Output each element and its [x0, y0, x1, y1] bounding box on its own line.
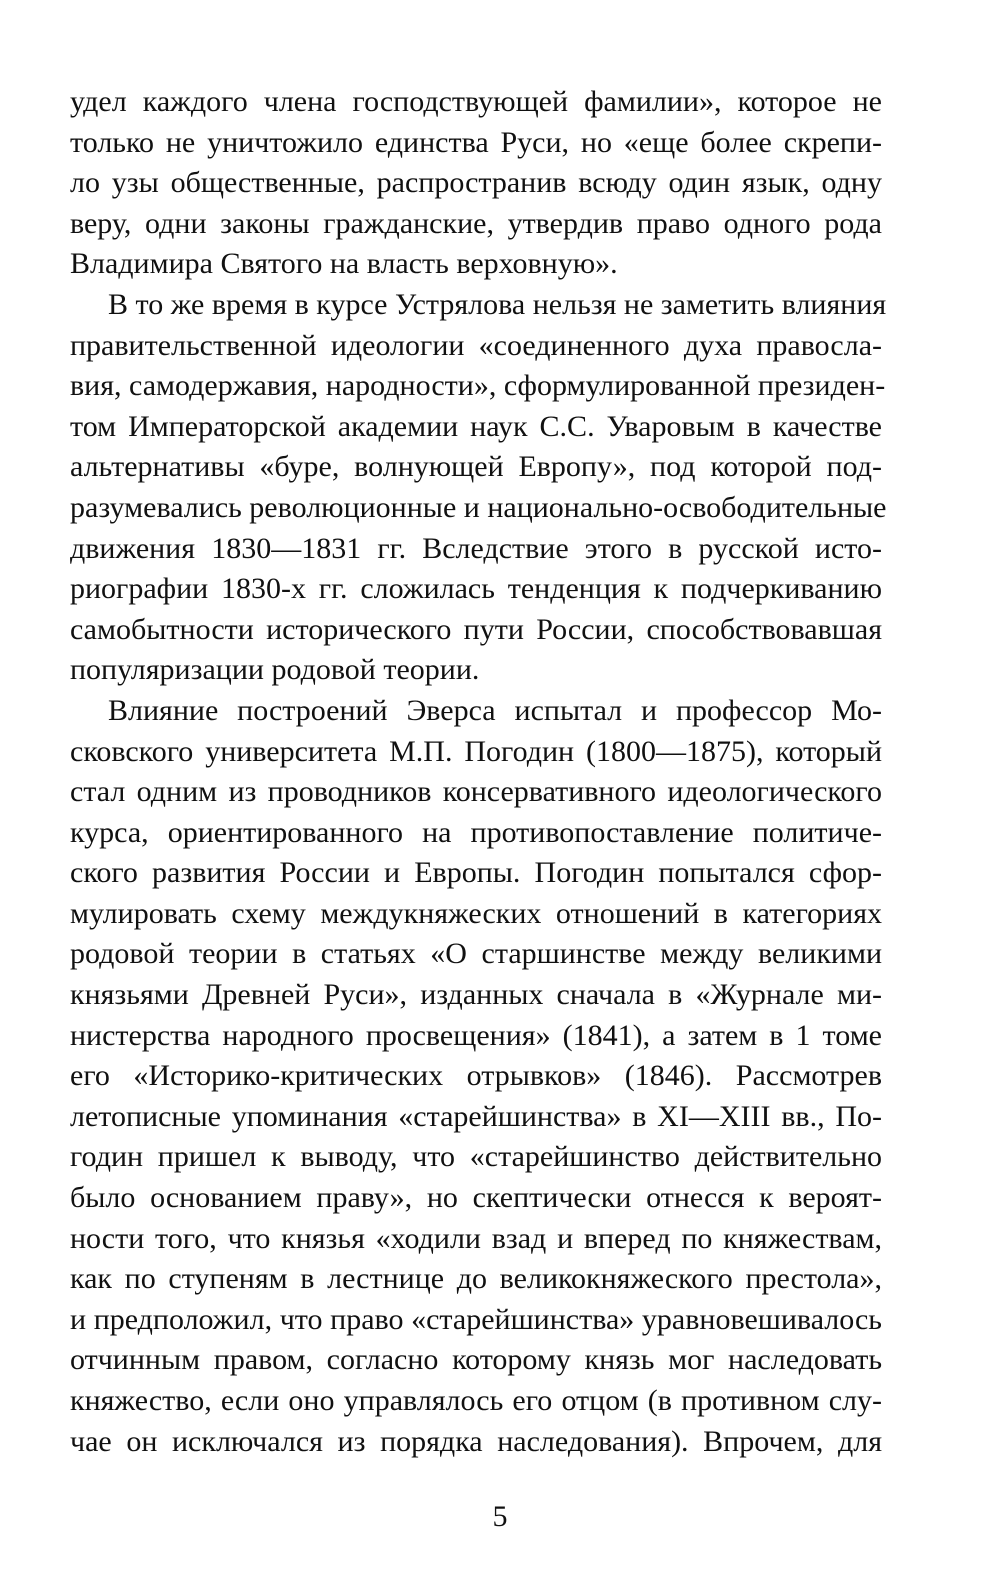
text-line: нистерства народного просвещения» (1841), а затем в 1 томе	[70, 1018, 882, 1052]
text-line: разумевались революционные и национально-освободительные	[70, 490, 887, 524]
text-line: самобытности исторического пути России, способствовавшая	[70, 612, 882, 646]
text-line: его «Историко-критических отрывков» (1846). Рассмотрев	[70, 1059, 882, 1093]
text-line: ло узы общественные, распространив всюду один язык, одну	[70, 166, 882, 200]
text-line: Владимира Святого на власть верховную».	[70, 247, 618, 281]
text-line: как по ступеням в лестнице до великокняжеского престола»,	[70, 1262, 882, 1296]
text-line: родовой теории в статьях «О старшинстве между великими	[70, 937, 882, 971]
text-line: том Императорской академии наук С.С. Уваровым в качестве	[70, 409, 882, 443]
text-line: альтернативы «буре, волнующей Европу», под которой под-	[70, 450, 882, 484]
text-line: правительственной идеологии «соединенного духа правосла-	[70, 328, 882, 362]
text-line: только не уничтожило единства Руси, но «еще более скрепи-	[70, 125, 882, 159]
text-line: летописные упоминания «старейшинства» в XI—XIII вв., По-	[70, 1099, 882, 1133]
text-line: движения 1830—1831 гг. Вследствие этого в русской исто-	[70, 531, 882, 565]
text-line: стал одним из проводников консервативного идеологического	[70, 775, 882, 809]
text-line: и предположил, что право «старейшинства» уравновешивалось	[70, 1302, 882, 1336]
text-line: ского развития России и Европы. Погодин попытался сфор-	[70, 856, 882, 890]
text-line: Влияние построений Эверса испытал и профессор Мо-	[108, 693, 882, 727]
page-number: 5	[492, 1500, 508, 1533]
body-text	[70, 82, 887, 1462]
text-line: годин пришел к выводу, что «старейшинство действительно	[70, 1140, 882, 1174]
text-line: удел каждого члена господствующей фамилии», которое не	[70, 85, 882, 118]
text-line: В то же время в курсе Устрялова нельзя не заметить влияния	[108, 287, 887, 321]
text-line: князьями Древней Руси», изданных сначала в «Журнале ми-	[70, 978, 882, 1012]
text-line: было основанием праву», но скептически отнесся к вероят-	[70, 1181, 882, 1215]
text-line: курса, ориентированного на противопоставление политиче-	[70, 815, 882, 849]
text-line: сковского университета М.П. Погодин (1800—1875), который	[70, 734, 882, 768]
text-line: отчинным правом, согласно которому князь мог наследовать	[70, 1343, 882, 1377]
paragraph-3	[70, 691, 882, 1462]
text-line: ности того, что князья «ходили взад и вперед по княжествам,	[70, 1221, 882, 1255]
text-line: вия, самодержавия, народности», сформулированной президен-	[70, 369, 886, 403]
text-line: риографии 1830-х гг. сложилась тенденция к подчеркиванию	[70, 572, 882, 606]
text-line: княжество, если оно управлялось его отцом (в противном слу-	[70, 1384, 882, 1417]
text-line: веру, одни законы гражданские, утвердив право одного рода	[70, 206, 882, 240]
paragraph-1	[70, 82, 882, 285]
text-line: популяризации родовой теории.	[70, 653, 480, 687]
paragraph-2	[70, 285, 887, 691]
text-line: чае он исключался из порядка наследования). Впрочем, для	[70, 1424, 882, 1458]
text-line: мулировать схему междукняжеских отношений в категориях	[70, 896, 882, 930]
